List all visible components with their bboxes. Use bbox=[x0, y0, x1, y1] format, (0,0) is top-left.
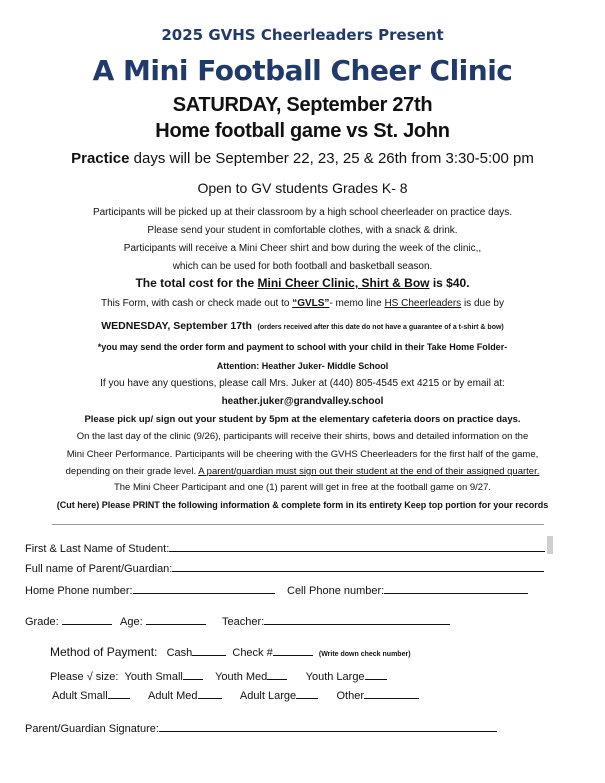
home-phone-row bbox=[25, 582, 275, 597]
info-pickup: Participants will be picked up at their classroom by a high school cheerleader on practice days. bbox=[92, 207, 513, 218]
adult-small-field[interactable] bbox=[108, 687, 130, 699]
form-instructions bbox=[0, 298, 605, 310]
cut-here-text: (Cut here) Please PRINT the following information & complete form in its entirety Keep top portion for your records bbox=[56, 500, 549, 510]
due-date bbox=[0, 320, 605, 334]
send-note bbox=[0, 341, 605, 354]
youth-med-field[interactable] bbox=[267, 668, 287, 680]
questions: If you have any questions, please call Mrs. Juker at (440) 805-4545 ext 4215 or by email at: bbox=[100, 378, 505, 389]
cut-line bbox=[52, 524, 544, 525]
grade-row bbox=[25, 613, 112, 628]
last-day-2: Mini Cheer Performance. Participants will be cheering with the GVHS Cheerleaders for the first half of the game, bbox=[66, 449, 539, 460]
other-field[interactable] bbox=[364, 687, 419, 699]
adult-large-field[interactable] bbox=[296, 687, 318, 699]
form-post: is due by bbox=[461, 298, 504, 309]
free-entry: The Mini Cheer Participant and one (1) parent will get in free at the football game on 9/27. bbox=[113, 482, 492, 493]
info-clothes: Please send your student in comfortable clothes, with a snack & drink. bbox=[147, 225, 458, 236]
info-shirt: Participants will receive a Mini Cheer shirt and bow during the week of the clinic,, bbox=[123, 243, 482, 254]
form-pre: This Form, with cash or check made out to bbox=[101, 298, 293, 309]
scrollbar-thumb[interactable] bbox=[547, 536, 553, 554]
cell-phone-row bbox=[287, 582, 528, 597]
last-day-3 bbox=[0, 466, 605, 478]
send-text: *you may send the order form and payment to school with your child in their Take Home Folder- bbox=[97, 342, 508, 352]
cost-amount: is $40. bbox=[429, 276, 470, 290]
pickup-note bbox=[0, 414, 605, 426]
adult-med-label: Adult Med bbox=[147, 690, 198, 702]
pickup-text: Please pick up/ sign out your student by 5pm at the elementary cafeteria doors on practice days. bbox=[84, 414, 521, 425]
form-payee: “GVLS” bbox=[292, 298, 330, 309]
grade-label: Grade: bbox=[25, 616, 59, 628]
parent-name-field[interactable] bbox=[172, 560, 544, 572]
age-label: Age: bbox=[120, 616, 143, 628]
due-date-bold: WEDNESDAY, September 17th bbox=[101, 320, 252, 332]
age-row bbox=[120, 613, 206, 628]
teacher-label: Teacher: bbox=[222, 616, 265, 628]
practice-dates: days will be September 22, 23, 25 & 26th from 3:30-5:00 pm bbox=[129, 150, 534, 167]
signature-label: Parent/Guardian Signature: bbox=[25, 723, 159, 735]
contact-email bbox=[0, 396, 605, 408]
adult-med-field[interactable] bbox=[198, 687, 222, 699]
student-name-label: First & Last Name of Student: bbox=[25, 543, 170, 555]
youth-small-label: Youth Small bbox=[124, 671, 183, 683]
youth-small-field[interactable] bbox=[183, 668, 203, 680]
contact-email-text: heather.juker@grandvalley.school bbox=[221, 396, 384, 407]
signature-row bbox=[25, 720, 497, 735]
grade-field[interactable] bbox=[62, 613, 112, 625]
check-note: (Write down check number) bbox=[318, 651, 411, 658]
teacher-field[interactable] bbox=[264, 613, 450, 625]
cell-phone-label: Cell Phone number: bbox=[287, 585, 385, 597]
cut-here bbox=[0, 499, 605, 512]
due-note: (orders received after this date do not have a guarantee of a t-shirt & bow) bbox=[257, 324, 504, 331]
cash-field[interactable] bbox=[192, 644, 226, 656]
eligibility: Open to GV students Grades K- 8 bbox=[197, 180, 408, 196]
home-phone-field[interactable] bbox=[133, 582, 275, 594]
form-mid: - memo line bbox=[329, 298, 385, 309]
attention-text: Attention: Heather Juker- Middle School bbox=[216, 361, 389, 371]
youth-med-label: Youth Med bbox=[215, 671, 268, 683]
last-day-3-pre: depending on their grade level. bbox=[65, 466, 199, 477]
practice-days bbox=[0, 150, 605, 167]
event-date: SATURDAY, September 27th bbox=[172, 94, 433, 116]
size-row-youth bbox=[50, 668, 387, 683]
check-field[interactable] bbox=[273, 644, 313, 656]
last-day-3-signout: A parent/guardian must sign out their student at the end of their assigned quarter. bbox=[198, 466, 540, 477]
home-phone-label: Home Phone number: bbox=[25, 585, 133, 597]
youth-large-field[interactable] bbox=[365, 668, 387, 680]
payment-row bbox=[50, 644, 411, 659]
adult-large-label: Adult Large bbox=[239, 690, 297, 702]
youth-large-label: Youth Large bbox=[305, 671, 365, 683]
form-memo: HS Cheerleaders bbox=[384, 298, 462, 309]
cost-items: Mini Cheer Clinic, Shirt & Bow bbox=[257, 276, 430, 290]
size-label: Please √ size: bbox=[50, 671, 119, 683]
practice-label: Practice bbox=[71, 150, 130, 167]
payment-label: Method of Payment: bbox=[50, 645, 158, 659]
event-game: Home football game vs St. John bbox=[155, 120, 450, 142]
attention bbox=[0, 360, 605, 373]
teacher-row bbox=[222, 613, 450, 628]
check-label: Check # bbox=[232, 647, 273, 659]
cost-pre: The total cost for the bbox=[135, 276, 258, 290]
event-title: A Mini Football Cheer Clinic bbox=[92, 54, 513, 87]
cell-phone-field[interactable] bbox=[384, 582, 528, 594]
age-field[interactable] bbox=[146, 613, 206, 625]
parent-name-row bbox=[25, 560, 544, 575]
signature-field[interactable] bbox=[159, 720, 497, 732]
info-season: which can be used for both football and basketball season. bbox=[172, 261, 433, 272]
student-name-field[interactable] bbox=[169, 540, 545, 552]
adult-small-label: Adult Small bbox=[52, 690, 108, 702]
total-cost bbox=[0, 276, 605, 290]
header-presenter: 2025 GVHS Cheerleaders Present bbox=[161, 26, 444, 44]
cash-label: Cash bbox=[166, 647, 193, 659]
parent-name-label: Full name of Parent/Guardian: bbox=[25, 563, 173, 575]
last-day-1: On the last day of the clinic (9/26), participants will receive their shirts, bows and detailed information on the bbox=[76, 431, 529, 442]
student-name-row bbox=[25, 540, 545, 555]
size-row-adult bbox=[52, 687, 419, 702]
other-label: Other bbox=[336, 690, 364, 702]
